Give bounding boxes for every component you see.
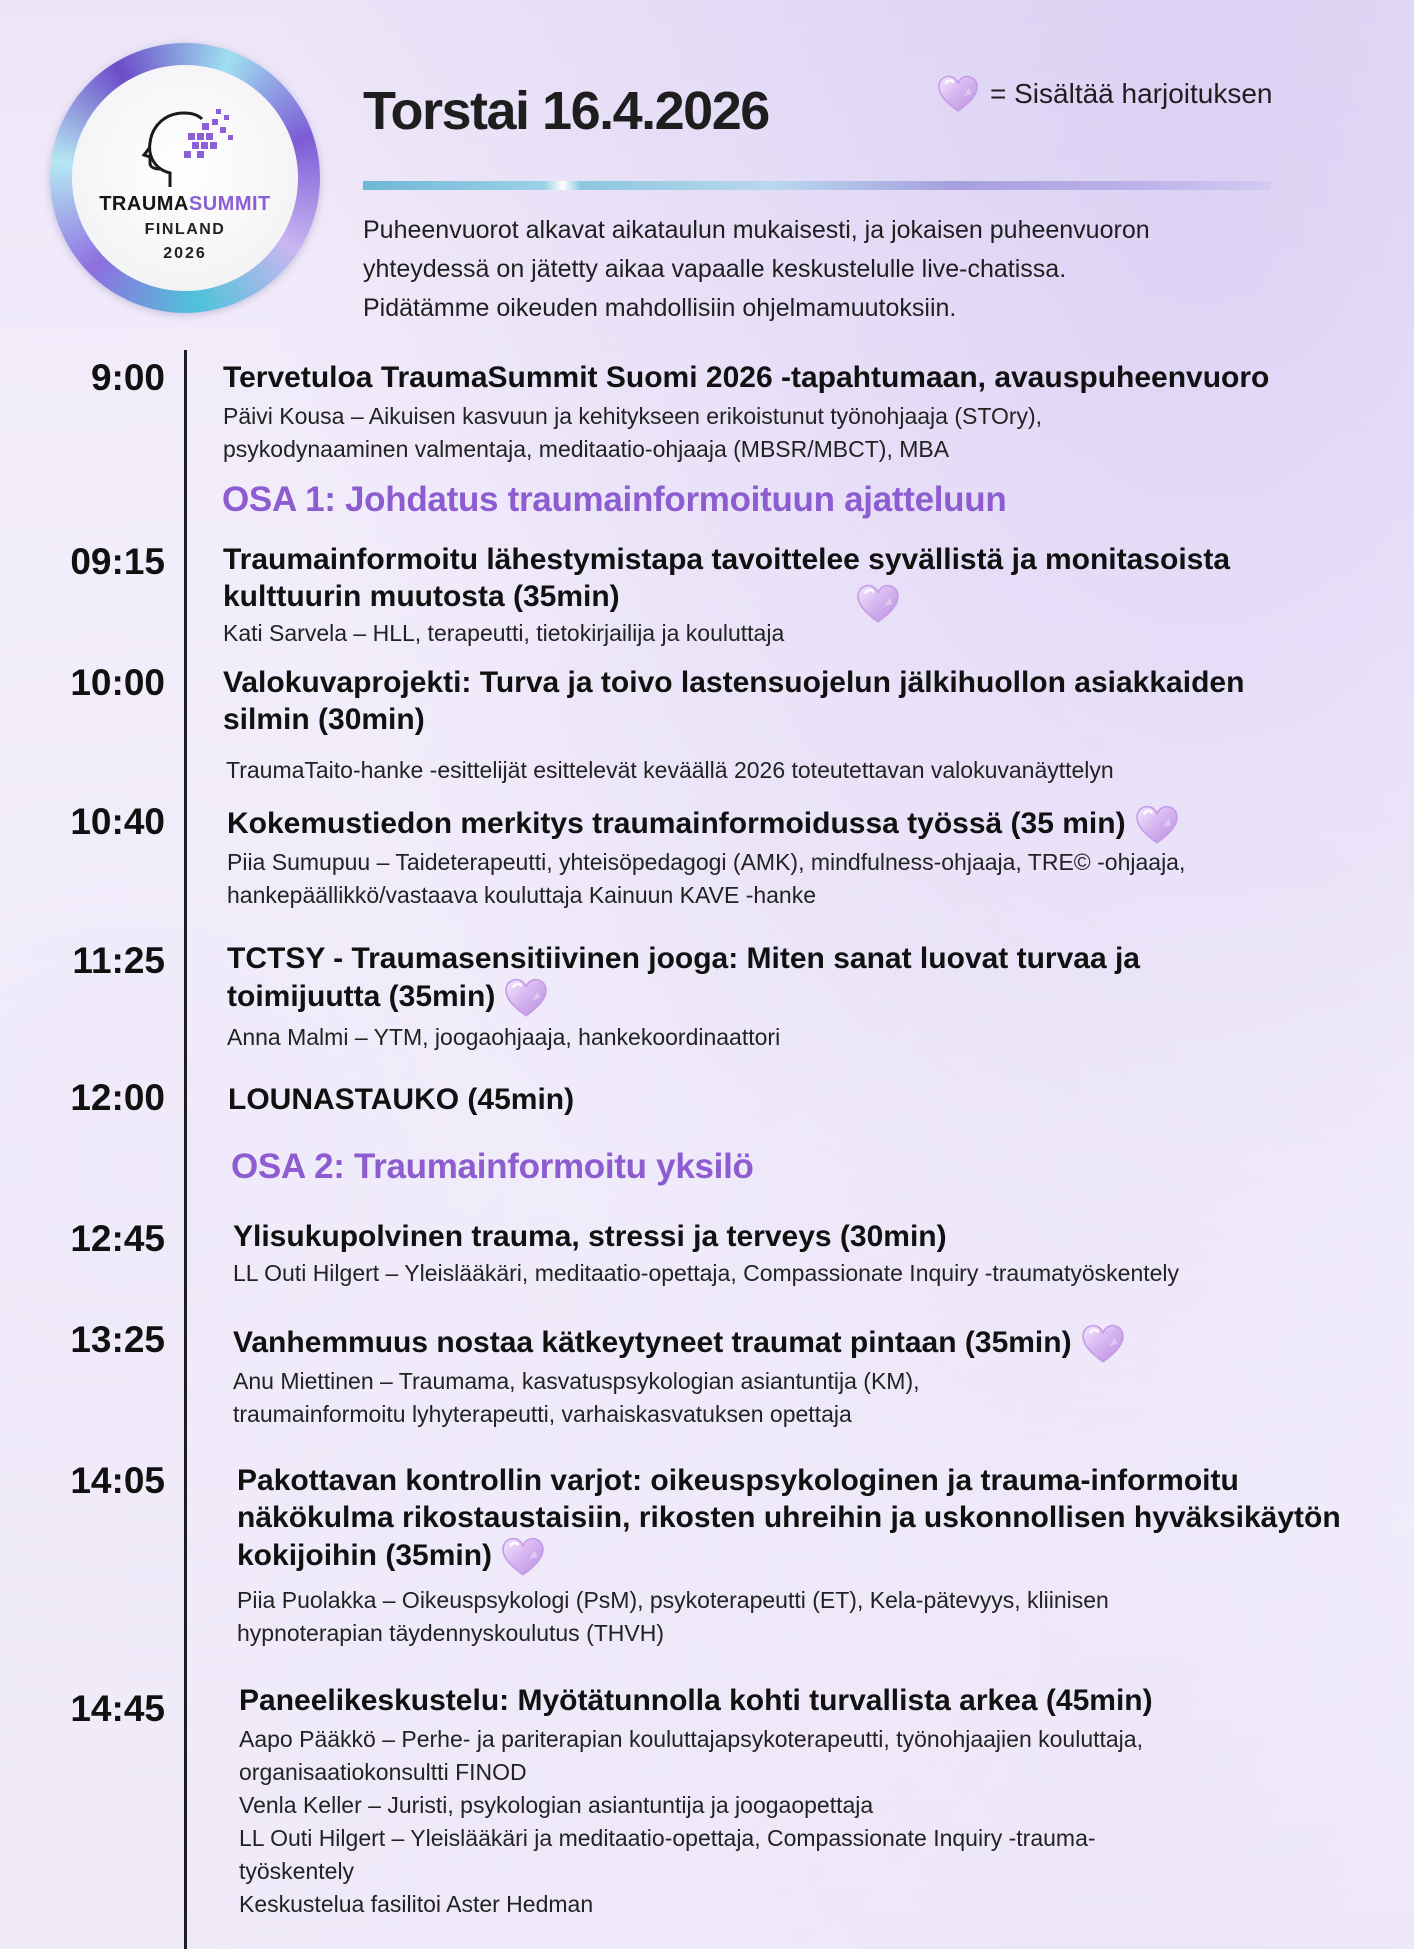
section-heading: OSA 1: Johdatus traumainformoituun ajatteluun	[222, 480, 1007, 519]
logo-wordmark: TRAUMASUMMIT	[99, 193, 271, 215]
entry-speaker: LL Outi Hilgert – Yleislääkäri ja meditaatio-opettaja, Compassionate Inquiry -trauma-	[239, 1825, 1096, 1851]
title-divider	[363, 181, 1271, 190]
crystal-heart-icon	[855, 583, 901, 625]
entry-speaker: organisaatiokonsultti FINOD	[239, 1759, 527, 1785]
head-puzzle-icon	[140, 103, 236, 189]
section-heading: OSA 2: Traumainformoitu yksilö	[231, 1147, 754, 1186]
entry-speaker: Anna Malmi – YTM, joogaohjaaja, hankekoordinaattori	[227, 1024, 781, 1050]
entry-time: 14:05	[70, 1460, 165, 1501]
intro-text: Puheenvuorot alkavat aikataulun mukaisesti, ja jokaisen puheenvuoron yhteydessä on jätetty aikaa vapaalle keskustelulle live-chatissa. Pidätämme oikeuden mahdollisiin ohjelmamuutoksiin.	[363, 216, 1150, 322]
logo	[50, 43, 320, 313]
entry-speaker: Piia Puolakka – Oikeuspsykologi (PsM), psykoterapeutti (ET), Kela-pätevyys, kliinisen	[237, 1587, 1109, 1613]
crystal-heart-icon	[503, 977, 549, 1019]
entry-title: Paneelikeskustelu: Myötätunnolla kohti turvallista arkea (45min)	[239, 1684, 1153, 1717]
entry-title: Ylisukupolvinen trauma, stressi ja terveys (30min)	[233, 1220, 947, 1253]
timeline-line	[184, 350, 187, 1949]
logo-year: 2026	[163, 245, 207, 262]
legend-text: = Sisältää harjoituksen	[990, 78, 1273, 109]
entry-time: 09:15	[70, 541, 165, 582]
entry-time: 13:25	[70, 1319, 165, 1360]
entry-speaker: psykodynaaminen valmentaja, meditaatio-ohjaaja (MBSR/MBCT), MBA	[223, 436, 950, 462]
entry-speaker: työskentely	[239, 1858, 355, 1884]
entry-title: Tervetuloa TraumaSummit Suomi 2026 -tapahtumaan, avauspuheenvuoro	[223, 361, 1270, 394]
page-title: Torstai 16.4.2026	[363, 81, 769, 141]
entry-time: 11:25	[72, 940, 165, 981]
crystal-heart-icon	[500, 1536, 546, 1578]
entry-speaker: Piia Sumupuu – Taideterapeutti, yhteisöpedagogi (AMK), mindfulness-ohjaaja, TRE© -ohjaaja,	[227, 849, 1186, 875]
entry-speaker: Päivi Kousa – Aikuisen kasvuun ja kehitykseen erikoistunut työnohjaaja (STOry),	[223, 403, 1043, 429]
entry-time: 14:45	[70, 1688, 165, 1729]
entry-speaker: hypnoterapian täydennyskoulutus (THVH)	[237, 1620, 665, 1646]
entry-speaker: TraumaTaito-hanke -esittelijät esittelevät keväällä 2026 toteutettavan valokuvanäyttelyn	[226, 757, 1114, 783]
crystal-heart-icon	[936, 74, 980, 114]
entry-time: 9:00	[90, 357, 165, 398]
logo-country: FINLAND	[144, 221, 226, 238]
entry-title: Traumainformoitu lähestymistapa tavoittelee syvällistä ja monitasoista kulttuurin muutosta (35min)	[223, 543, 1231, 613]
entry-title: TCTSY - Traumasensitiivinen jooga: Miten sanat luovat turvaa ja toimijuutta (35min)	[227, 942, 1140, 1013]
entry-speaker: Venla Keller – Juristi, psykologian asiantuntija ja joogaopettaja	[239, 1792, 874, 1818]
entry-time: 10:00	[70, 662, 165, 703]
entry-speaker: Kati Sarvela – HLL, terapeutti, tietokirjailija ja kouluttaja	[223, 620, 785, 646]
crystal-heart-icon	[1080, 1323, 1126, 1365]
entry-title: LOUNASTAUKO (45min)	[228, 1083, 575, 1116]
entry-time: 12:00	[70, 1077, 165, 1118]
entry-time: 10:40	[70, 801, 165, 842]
entry-speaker: LL Outi Hilgert – Yleislääkäri, meditaatio-opettaja, Compassionate Inquiry -traumatyöskentely	[233, 1260, 1180, 1286]
entry-title: Vanhemmuus nostaa kätkeytyneet traumat pintaan (35min)	[233, 1325, 1072, 1359]
crystal-heart-icon	[1134, 804, 1180, 846]
entry-speaker: traumainformoitu lyhyterapeutti, varhaiskasvatuksen opettaja	[233, 1401, 852, 1427]
entry-speaker: Aapo Pääkkö – Perhe- ja pariterapian kouluttajapsykoterapeutti, työnohjaajien kouluttaja,	[239, 1726, 1143, 1752]
entry-speaker: Keskustelua fasilitoi Aster Hedman	[239, 1891, 594, 1917]
entry-speaker: hankepäällikkö/vastaava kouluttaja Kainuun KAVE -hanke	[227, 882, 817, 908]
entry-title: Pakottavan kontrollin varjot: oikeuspsykologinen ja trauma-informoitu näkökulma rikostaustaisiin, rikosten uhreihin ja uskonnollisen hyväksikäytön kokijoihin (35min)	[237, 1464, 1341, 1572]
entry-time: 12:45	[70, 1218, 165, 1259]
entry-title: Valokuvaprojekti: Turva ja toivo lastensuojelun jälkihuollon asiakkaiden silmin (30min)	[223, 666, 1245, 736]
entry-title: Kokemustiedon merkitys traumainformoidussa työssä (35 min)	[227, 806, 1126, 840]
legend	[936, 74, 1273, 114]
entry-speaker: Anu Miettinen – Traumama, kasvatuspsykologian asiantuntija (KM),	[233, 1368, 920, 1394]
